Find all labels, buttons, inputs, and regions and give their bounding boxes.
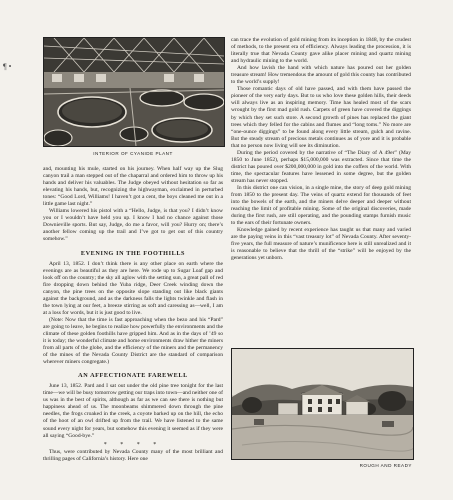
paragraph: Those romantic days of old have passed, and with them have passed the pioneer of the very early days. But to us who love these golden hills, their deeds will always live as an inspiring memory. Time has healed most of the scars wrought by the first mad gold rush. Carpets of green have covered the diggings by which they set such store. A second growth of pines has replaced the giant trees which they felled for the cabins and flumes and “long toms.” No more are “one-ounce diggings” to be found along every little stream, gulch and ravine. But the steady stream of precious metals continues as of yore and it is probable that no person now living will see its diminution. bbox=[231, 86, 411, 149]
section-divider: * * * * bbox=[103, 441, 163, 448]
paragraph: April 13, 1852. I don’t think there is any other place on earth where the evenings are as beautiful as they are here. We rode up to Sugar Loaf gap and look off on the country; the sky all aglow with the setting sun, a great pall of red fire dropping down behind the Yuba ridge, Deer Creek winding down the canyon, the pine trees on the opposite slope standing out like black giants against the background, and as the darkness falls the lights twinkle and flash in the town lying at our feet, a breeze stirring as soft and caressing as—well, I am at a loss for words, but it is just good to live. bbox=[43, 260, 223, 316]
left-column bbox=[43, 37, 223, 463]
cyanide-plant-photo bbox=[43, 37, 225, 147]
paragraph: (Note: Now that the time is fast approaching when the bezo and his “Pard” are going to leave, he begins to realize how powerfully the environments and the climate of these golden foothills have gripped him. And as in the days of ’49 so it is today; the wonderful climate and home environments draw hither the miners from all parts of the globe, and the efficiency of the miners and the permanency of the mines of the Nevada County District are the standard of comparison wherever miners congregate.) bbox=[43, 316, 223, 366]
paragraph: And how lavish the hand with which nature has poured out her golden treasure stream! How tremendous the amount of gold this county has contributed to the world’s supply! bbox=[231, 65, 411, 86]
paragraph: can trace the evolution of gold mining from its inception in 1848, by the crudest of methods, to the present era of efficiency. Always leading the procession, it is literally true that Nevada County gave alike placer mining and quartz mining and hydraulic mining to the world. bbox=[231, 37, 411, 65]
section-heading: EVENING IN THE FOOTHILLS bbox=[80, 249, 186, 257]
paragraph: During the period covered by the narrative of “The Diary of A 49er” (May 1850 to June 1852), perhaps $15,000,000 was extracted. Since that time the district has poured over $200,000,000 in gold into the coffers of the world. With time, the spectacular features have lessened in some degree, but the golden stream has never stopped. bbox=[231, 149, 411, 184]
paragraph: Thus, were contributed by Nevada County many of the most brilliant and thrilling pages of California’s history. Here one bbox=[43, 448, 223, 462]
rough-and-ready-photo bbox=[231, 348, 414, 460]
rough-and-ready-figure bbox=[231, 348, 412, 468]
paragraph: and, mounting his mule, started on his journey. When half way up the Slug canyon trail a man stepped out of the chaparral and ordered him to throw up his hands and deliver his valuables. The Judge obeyed without hesitation so far as elevating his hands, but, recognizing the highwayman, exclaimed in perturbed tones: “Good Lord, Williams! I haven’t got a cent, the boys cleaned me out in a little game last night.” bbox=[43, 166, 223, 208]
section-heading: AN AFFECTIONATE FAREWELL bbox=[78, 372, 188, 380]
paragraph: In this district one can vision, in a single mine, the story of deep gold mining from 1850 to the present day. The veins of quartz extend for thousands of feet into the bowels of the earth, and the miners delve deeper and deeper without reaching the limit of profitable mining. Some of the original discoveries, made during the first rush, are still operating, and the pounding stamps furnish music to the ears of their fortunate owners. bbox=[231, 184, 411, 227]
photo-caption: INTERIOR OF CYANIDE PLANT bbox=[93, 151, 173, 156]
paragraph: June 13, 1852. Pard and I sat out under the old pine tree tonight for the last time—we will be busy tomorrow getting our traps into town—and neither one of us was in the best of spirits, although as far as we can see there is nothing but happiness ahead of us. The moonbeams shimmered down through the pine needles, the frogs croaked in the creek, a coyote barked up on the hill, the echo of the hoot of an owl drifted up from the trail. We have listened to the same sound every night for years, but somehow this evening it seemed as if they were all saying “Good-bye.” bbox=[43, 383, 223, 439]
margin-mark: ¶ • bbox=[3, 62, 12, 71]
photo-caption: ROUGH AND READY bbox=[359, 463, 412, 468]
paragraph: Knowledge gained by recent experience has taught us that many and varied are the paying veins in this “vast treasury lot” of Nevada County. After seventy-five years, the full measure of nature’s munificence here is still unrealized and it is reasonable to believe that the thrill of the “strike” will be enjoyed by the generations yet unborn. bbox=[231, 227, 411, 262]
right-column bbox=[231, 37, 411, 263]
paragraph: Williams lowered his pistol with a “Hello, Judge, is that you? I didn’t know you or I wouldn’t have held you up. I know I had no chance against those Downieville sports. But say, Judge, do me a favor, will you? Hurry on; there’s another fellow coming up the trail and I’ve got to get out of this country somehow.” bbox=[43, 208, 223, 243]
